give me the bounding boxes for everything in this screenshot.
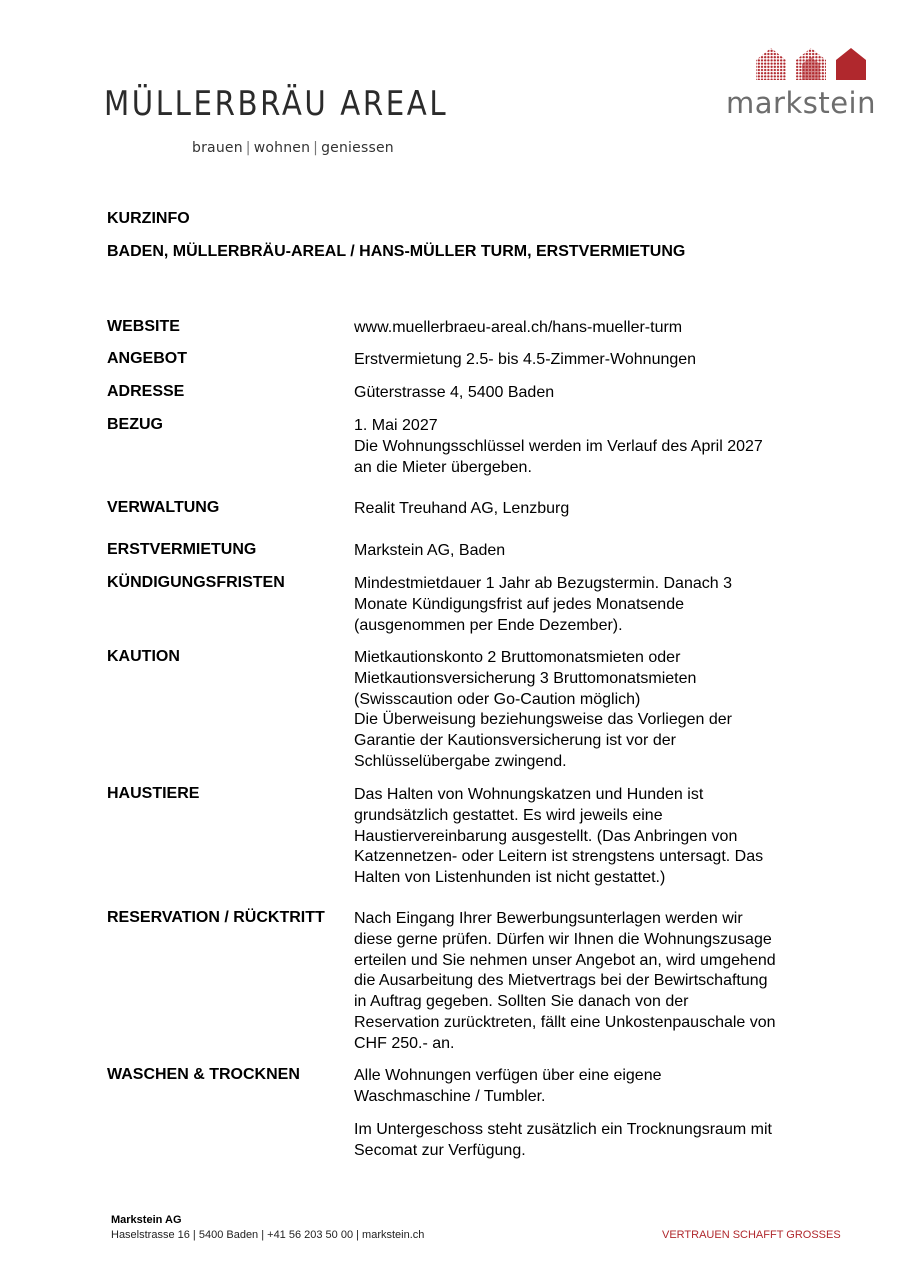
label-reservation-ruecktritt: RESERVATION / RÜCKTRITT <box>107 909 325 926</box>
value-angebot <box>354 350 804 371</box>
value-line: CHF 250.- an. <box>354 1034 455 1052</box>
value-reservation-ruecktritt <box>354 909 804 1055</box>
value-line: (ausgenommen per Ende Dezember). <box>354 616 623 634</box>
value-line: Die Wohnungsschlüssel werden im Verlauf des April 2027 <box>354 437 763 455</box>
value-line: Realit Treuhand AG, Lenzburg <box>354 500 570 517</box>
label-kaution: KAUTION <box>107 648 180 665</box>
value-line: Haustiervereinbarung ausgestellt. (Das Anbringen von <box>354 827 738 845</box>
label-bezug: BEZUG <box>107 416 163 433</box>
value-line: Secomat zur Verfügung. <box>354 1141 526 1159</box>
value-line: Mietkautionskonto 2 Bruttomonatsmieten oder <box>354 649 681 666</box>
value-haustiere <box>354 785 804 889</box>
value-bezug <box>354 416 804 478</box>
value-waschen-trocknen <box>354 1066 804 1108</box>
footer-address: Haselstrasse 16 | 5400 Baden | +41 56 203 50 00 | markstein.ch <box>111 1229 425 1241</box>
value-line: 1. Mai 2027 <box>354 417 438 434</box>
label-adresse: ADRESSE <box>107 383 185 400</box>
markstein-house-icons <box>754 46 866 82</box>
dotted-house-icon-1 <box>756 48 786 80</box>
value-line: Die Überweisung beziehungsweise das Vorliegen der <box>354 711 733 729</box>
value-line: grundsätzlich gestattet. Es wird jeweils eine <box>354 806 663 824</box>
footer-slogan: VERTRAUEN SCHAFFT GROSSES <box>662 1229 841 1241</box>
heading-project: BADEN, MÜLLERBRÄU-AREAL / HANS-MÜLLER TURM, ERSTVERMIETUNG <box>107 243 686 260</box>
label-haustiere: HAUSTIERE <box>107 785 200 802</box>
value-line: an die Mieter übergeben. <box>354 458 532 476</box>
value-verwaltung <box>354 499 804 520</box>
brand-tagline <box>192 140 394 156</box>
value-line: Markstein AG, Baden <box>354 542 506 559</box>
value-line: Erstvermietung 2.5- bis 4.5-Zimmer-Wohnungen <box>354 351 697 368</box>
markstein-logo <box>726 46 876 122</box>
label-erstvermietung: ERSTVERMIETUNG <box>107 541 257 558</box>
value-waschen-trocknen-extra <box>354 1120 804 1162</box>
tagline-separator: | <box>245 140 251 156</box>
heading-kurzinfo: KURZINFO <box>107 210 190 227</box>
value-line[interactable]: www.muellerbraeu-areal.ch/hans-mueller-turm <box>354 319 683 336</box>
label-waschen-trocknen: WASCHEN & TROCKNEN <box>107 1066 300 1083</box>
value-line: Halten von Listenhunden ist nicht gestattet.) <box>354 869 666 887</box>
value-line: die Ausarbeitung des Mietvertrags bei der Bewirtschaftung <box>354 972 768 990</box>
tagline-geniessen: geniessen <box>321 140 394 156</box>
label-kuendigungsfristen: KÜNDIGUNGSFRISTEN <box>107 574 285 591</box>
tagline-wohnen: wohnen <box>253 140 311 156</box>
value-line: Reservation zurücktreten, fällt eine Unkostenpauschale von <box>354 1013 776 1031</box>
value-line: Das Halten von Wohnungskatzen und Hunden ist <box>354 786 704 803</box>
footer-company: Markstein AG <box>111 1214 182 1226</box>
value-line: erteilen und Sie nehmen unser Angebot an, wird umgehend <box>354 951 776 969</box>
value-line: Schlüsselübergabe zwingend. <box>354 752 567 770</box>
value-line: Waschmaschine / Tumbler. <box>354 1087 546 1105</box>
markstein-wordmark: markstein <box>726 86 876 120</box>
brand-title: MÜLLERBRÄU AREAL <box>104 84 449 124</box>
value-line: Garantie der Kautionsversicherung ist vor der <box>354 732 676 750</box>
label-angebot: ANGEBOT <box>107 350 187 367</box>
solid-house-icon <box>836 48 866 80</box>
value-line: Mindestmietdauer 1 Jahr ab Bezugstermin. Danach 3 <box>354 575 732 592</box>
muellerbraeu-logo <box>104 84 449 156</box>
value-line: diese gerne prüfen. Dürfen wir Ihnen die Wohnungszusage <box>354 930 772 948</box>
label-website: WEBSITE <box>107 318 180 335</box>
value-line: (Swisscaution oder Go-Caution möglich) <box>354 690 641 708</box>
value-adresse <box>354 383 804 404</box>
value-line: Alle Wohnungen verfügen über eine eigene <box>354 1067 662 1084</box>
value-erstvermietung <box>354 541 804 562</box>
value-line: Güterstrasse 4, 5400 Baden <box>354 384 555 401</box>
dotted-house-icon-2 <box>796 48 826 80</box>
value-line: Nach Eingang Ihrer Bewerbungsunterlagen werden wir <box>354 910 743 927</box>
value-line: Im Untergeschoss steht zusätzlich ein Trocknungsraum mit <box>354 1121 772 1138</box>
value-line: in Auftrag gegeben. Sollten Sie danach von der <box>354 993 689 1011</box>
value-line: Mietkautionsversicherung 3 Bruttomonatsmieten <box>354 669 697 687</box>
value-website[interactable] <box>354 318 804 339</box>
tagline-separator: | <box>313 140 319 156</box>
value-line: Monate Kündigungsfrist auf jedes Monatsende <box>354 595 684 613</box>
value-kuendigungsfristen <box>354 574 804 636</box>
value-line: Katzennetzen- oder Leitern ist strengstens untersagt. Das <box>354 848 764 866</box>
tagline-brauen: brauen <box>192 140 243 156</box>
value-kaution <box>354 648 804 773</box>
label-verwaltung: VERWALTUNG <box>107 499 220 516</box>
